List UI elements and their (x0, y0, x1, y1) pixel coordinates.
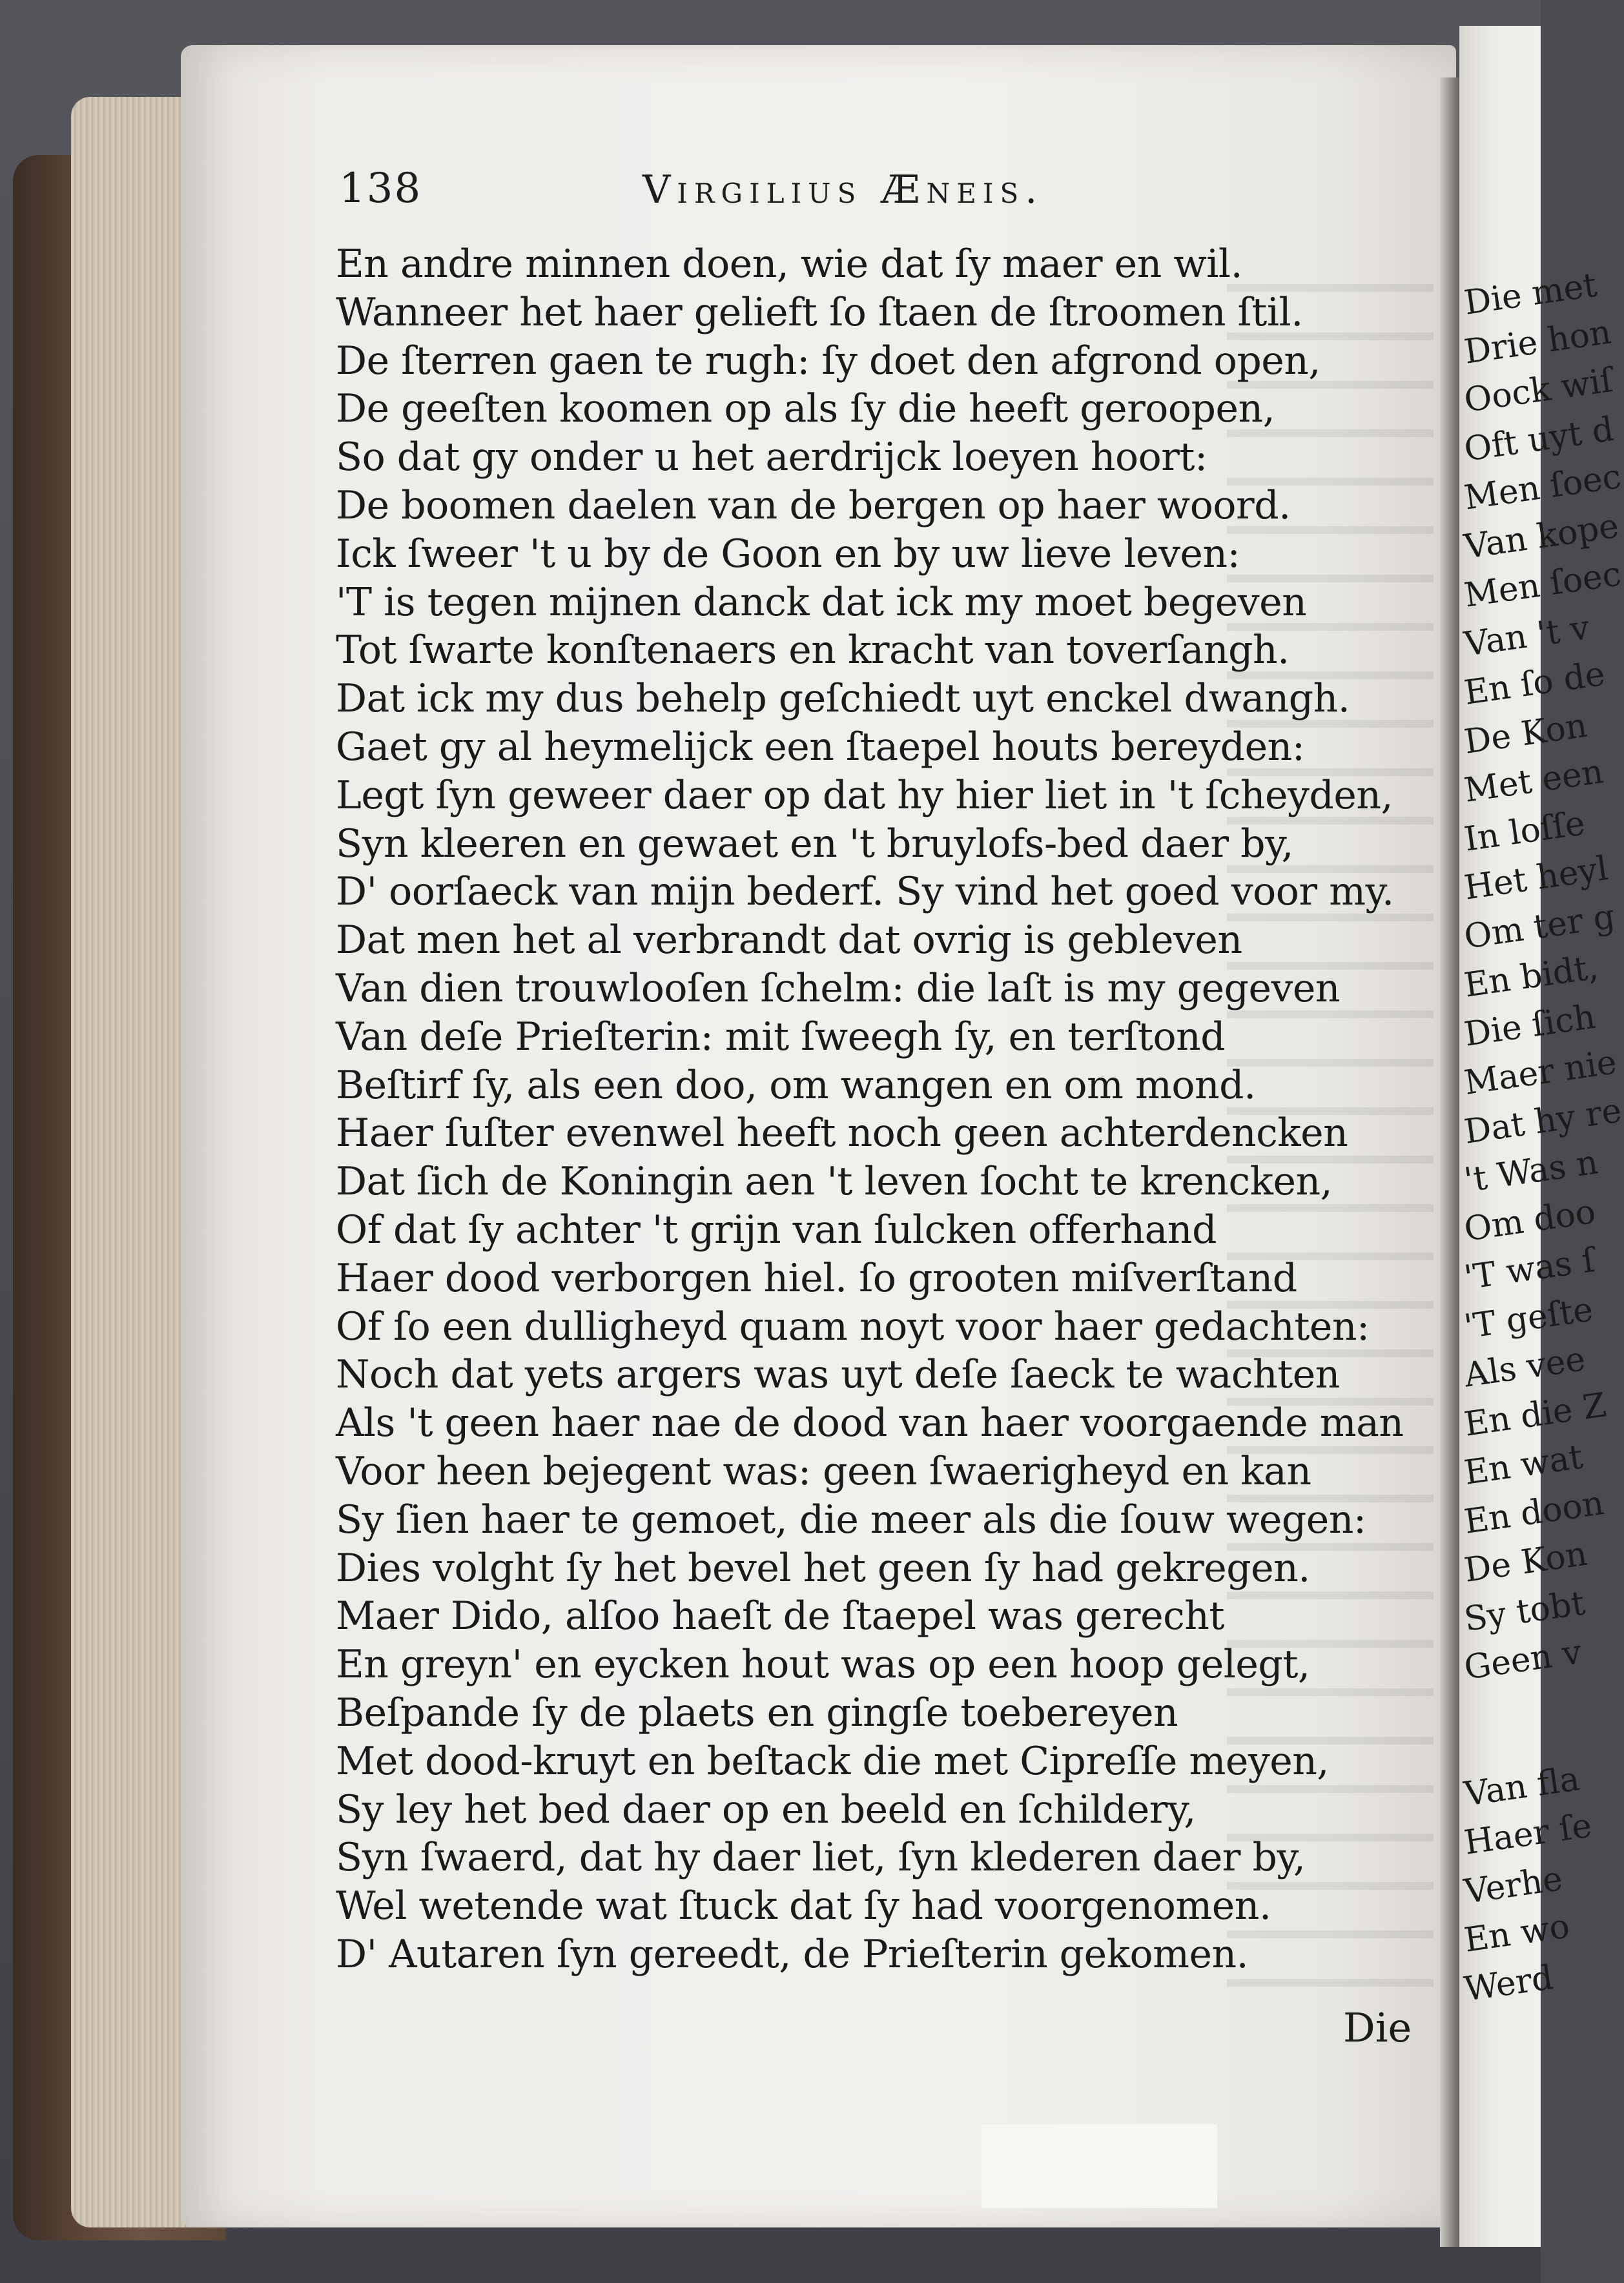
verse-line: Dat men het al verbrandt dat ovrig is gebleven (336, 917, 1242, 963)
facing-page-line: Maer nie (1461, 1043, 1619, 1103)
verse-line: Haer ſuſter evenwel heeft noch geen achterdencken (336, 1111, 1348, 1156)
verse-line: Noch dat yets argers was uyt deſe ſaeck te wachten (336, 1352, 1340, 1398)
verse-line: Beſpande ſy de plaets en gingſe toebereyen (336, 1690, 1178, 1735)
verse-line: De boomen daelen van de bergen op haer woord. (336, 482, 1291, 528)
facing-page-line: Drie hon (1461, 312, 1614, 372)
verse-line: Beſtirf ſy, als een doo, om wangen en om mond. (336, 1062, 1256, 1108)
verse-line: Of ſo een dulligheyd quam noyt voor haer gedachten: (336, 1304, 1370, 1349)
verse-line: Legt ſyn geweer daer op dat hy hier liet in 't ſcheyden, (336, 772, 1393, 818)
facing-page-line: Werd (1461, 1958, 1556, 2009)
verse-line: Tot ſwarte konſtenaers en kracht van toverſangh. (336, 628, 1290, 673)
catchword: Die (1343, 2004, 1412, 2051)
verse-line: De ſterren gaen te rugh: ſy doet den afgrond open, (336, 338, 1321, 384)
verse-line: Wel wetende wat ſtuck dat ſy had voorgenomen. (336, 1883, 1271, 1929)
facing-page-line: En die Z (1461, 1385, 1609, 1444)
facing-page-line: De Kon (1461, 706, 1590, 762)
facing-page-line: Men ſoec (1461, 457, 1624, 518)
verse-line: Dat ſich de Koningin aen 't leven ſocht te krencken, (336, 1159, 1333, 1205)
facing-page-line: Haer ſe (1461, 1806, 1594, 1863)
verse-line: Dat ick my dus behelp geſchiedt uyt enckel dwangh. (336, 676, 1350, 722)
verse-line: En greyn' en eycken hout was op een hoop gelegt, (336, 1642, 1310, 1688)
facing-page-line: Oock wiſ (1461, 361, 1616, 420)
facing-page-line: Geen v (1461, 1632, 1584, 1688)
verse-line: Sy ley het bed daer op en beeld en ſchildery, (336, 1786, 1196, 1832)
page-number: 138 (339, 165, 422, 212)
verse-line: D' Autaren ſyn gereedt, de Prieſterin gekomen. (336, 1931, 1249, 1977)
facing-page-line: 't Was n (1461, 1143, 1601, 1200)
facing-page-line: En doon (1461, 1483, 1607, 1542)
verse-line: Wanneer het haer gelieft ſo ſtaen de ſtroomen ſtil. (336, 289, 1303, 335)
verse-line: Voor heen bejegent was: geen ſwaerigheyd en kan (336, 1448, 1311, 1494)
facing-page-line: Sy tobt (1461, 1583, 1588, 1639)
facing-page-line: En wo (1461, 1907, 1572, 1960)
facing-page-line: Als vee (1461, 1340, 1588, 1395)
verse-block (336, 240, 1434, 1979)
facing-page-line: Oft uyt d (1461, 409, 1616, 469)
verse-line: Sy ſien haer te gemoet, die meer als die ſouw wegen: (336, 1497, 1366, 1542)
page-header (339, 165, 1275, 216)
verse-line: Syn ſwaerd, dat hy daer liet, ſyn klederen daer by, (336, 1835, 1306, 1881)
facing-page-line: Die ſich (1461, 997, 1598, 1054)
facing-page-line: De Kon (1461, 1534, 1590, 1590)
running-title: Virgilius Æneis. (642, 167, 1044, 212)
verse-line: D' oorſaeck van mijn bederf. Sy vind het goed voor my. (336, 869, 1394, 915)
facing-page-line: 'T was ſ (1461, 1240, 1598, 1298)
facing-page-line: Van fla (1461, 1759, 1582, 1814)
verse-line: En andre minnen doen, wie dat ſy maer en wil. (336, 241, 1243, 287)
verse-line: Ick ſweer 't u by de Goon en by uw lieve leven: (336, 531, 1240, 577)
verse-line: Haer dood verborgen hiel. ſo grooten miſverſtand (336, 1255, 1297, 1301)
verse-line: Als 't geen haer nae de dood van haer voorgaende man (336, 1400, 1404, 1446)
facing-page-line: In loſſe (1461, 803, 1588, 859)
paper-patch (982, 2124, 1217, 2208)
verse-line: Dies volght ſy het bevel het geen ſy had gekregen. (336, 1545, 1310, 1591)
facing-page-line: Om ter g (1461, 897, 1618, 957)
facing-page-line: Dat hy re (1461, 1090, 1624, 1152)
facing-page-line: Van 't v (1461, 608, 1592, 664)
verse-line: Van dien trouwlooſen ſchelm: die laſt is my gegeven (336, 965, 1341, 1011)
verse-line: 'T is tegen mijnen danck dat ick my moet begeven (336, 579, 1307, 625)
facing-page-line: Van kope (1461, 506, 1621, 567)
verse-line: Van deſe Prieſterin: mit ſweegh ſy, en terſtond (336, 1014, 1226, 1060)
verse-line: Met dood-kruyt en beſtack die met Cipreſſe meyen, (336, 1738, 1329, 1784)
facing-page-line: Die met (1461, 265, 1599, 323)
facing-page (1459, 26, 1624, 2247)
verse-line: Syn kleeren en gewaet en 't bruylofs-bed daer by, (336, 821, 1293, 866)
facing-page-line: En bidt, (1461, 948, 1601, 1005)
facing-page-line: Men ſoec (1461, 555, 1624, 615)
facing-page-line: En wat (1461, 1437, 1585, 1493)
facing-page-line: Om doo (1461, 1192, 1598, 1249)
verse-line: Maer Dido, alſoo haeſt de ſtaepel was gerecht (336, 1593, 1224, 1639)
facing-page-line: En ſo de (1461, 654, 1608, 713)
facing-page-line: Verhe (1461, 1859, 1565, 1912)
facing-page-line: Met een (1461, 752, 1606, 810)
facing-page-line: 'T geſte (1461, 1289, 1596, 1347)
verse-line: So dat gy onder u het aerdrijck loeyen hoort: (336, 435, 1208, 480)
verse-line: Of dat ſy achter 't grijn van ſulcken offerhand (336, 1207, 1217, 1253)
facing-page-line: Het heyl (1461, 849, 1610, 908)
verse-line: Gaet gy al heymelijck een ſtaepel houts bereyden: (336, 724, 1305, 770)
verse-line: De geeſten koomen op als ſy die heeft geroopen, (336, 386, 1275, 432)
